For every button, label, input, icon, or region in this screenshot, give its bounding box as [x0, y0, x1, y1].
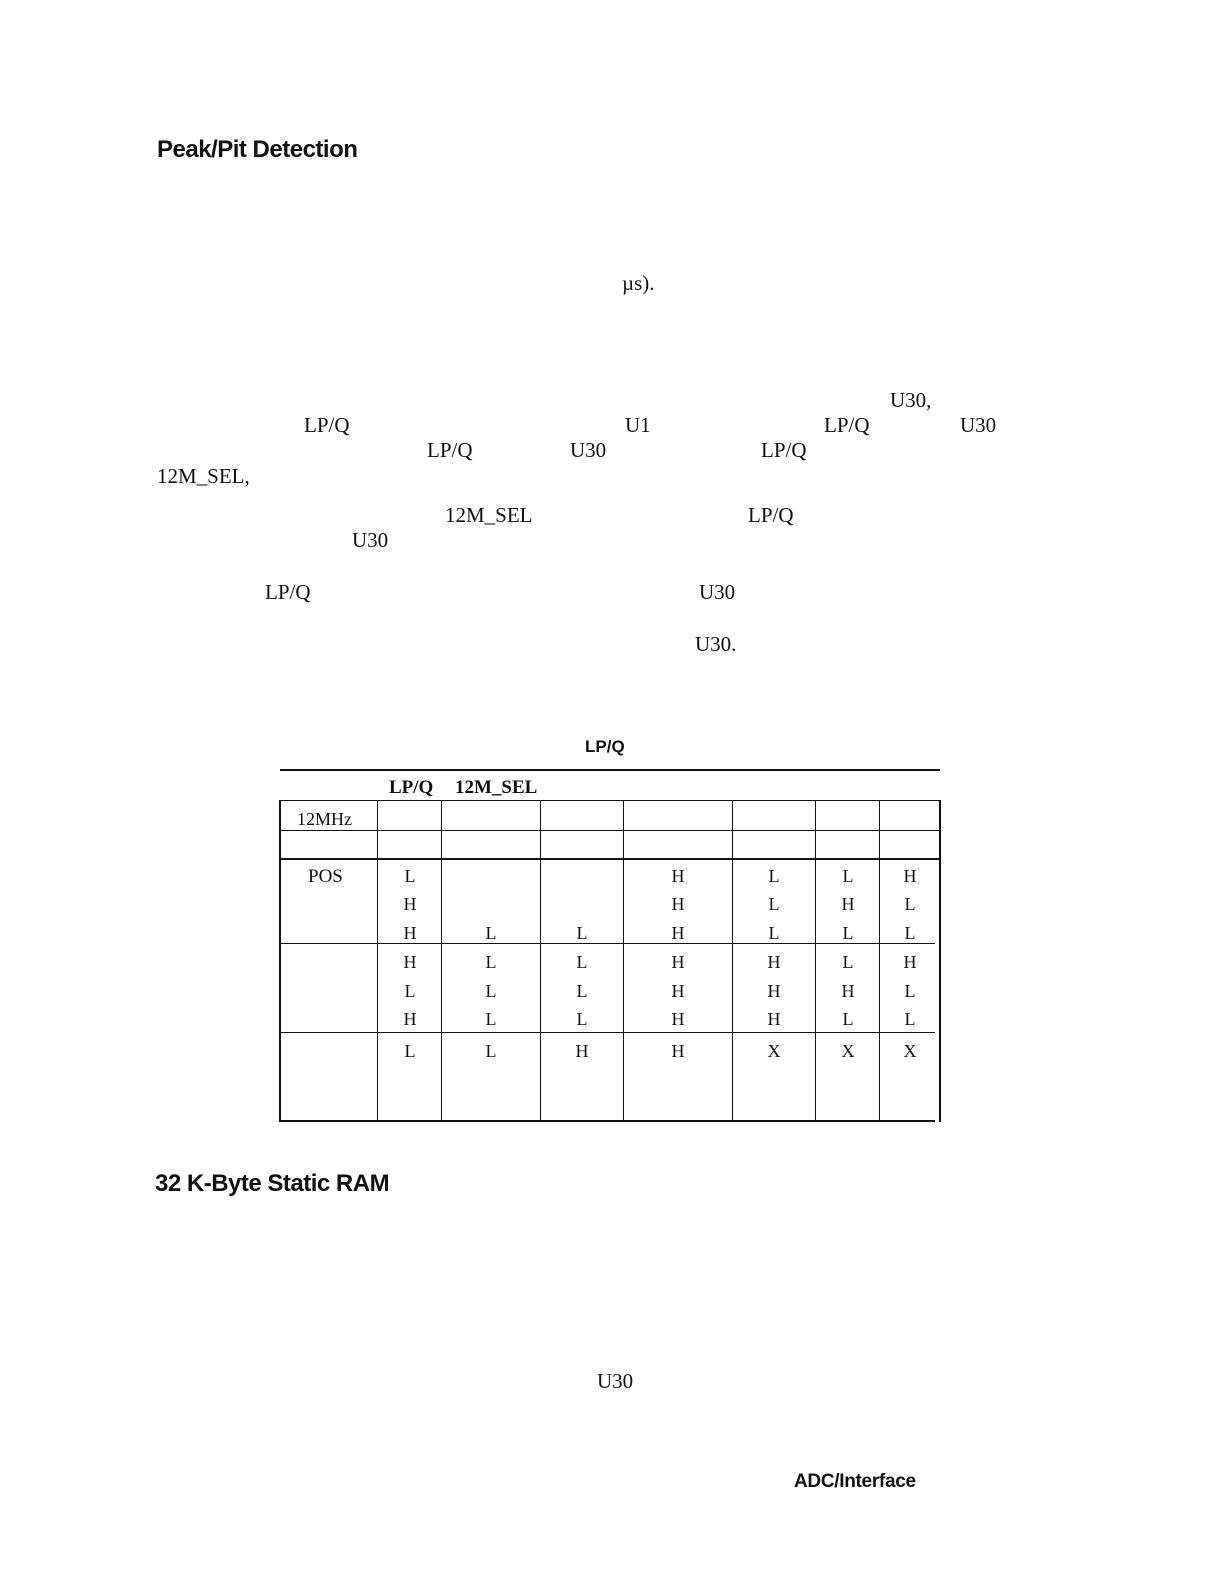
- text-u30-3: U30: [352, 528, 389, 552]
- table-cell: H: [841, 894, 855, 914]
- table-cell: L: [842, 952, 854, 972]
- table-cell: L: [842, 866, 854, 886]
- text-u30-1: U30: [960, 413, 997, 437]
- text-u30-2: U30: [570, 438, 607, 462]
- table-title: LP/Q: [585, 737, 625, 756]
- table-cell: L: [904, 981, 916, 1001]
- text-u1: U1: [625, 413, 651, 437]
- table-row-label-pos: POS: [308, 866, 343, 887]
- table-cell: L: [904, 894, 916, 914]
- table-cell: L: [576, 1009, 588, 1029]
- table-cell: L: [842, 923, 854, 943]
- table-cell: L: [768, 866, 780, 886]
- text-12m-sel-comma: 12M_SEL,: [157, 464, 250, 488]
- text-u30-4: U30: [699, 580, 736, 604]
- table-header-12m-sel: 12M_SEL: [455, 777, 538, 798]
- table-cell: H: [767, 981, 781, 1001]
- page-footer: ADC/Interface: [794, 1471, 916, 1492]
- text-lpq-4: LP/Q: [761, 438, 807, 462]
- table-row-label-12mhz: 12MHz: [297, 809, 352, 829]
- table-cell: L: [485, 1009, 497, 1029]
- table-cell: H: [403, 952, 417, 972]
- table-cell: L: [576, 952, 588, 972]
- table-cell: H: [671, 952, 685, 972]
- table-cell: H: [767, 952, 781, 972]
- table-cell: H: [671, 923, 685, 943]
- table-cell: L: [404, 1041, 416, 1061]
- table-cell: L: [768, 894, 780, 914]
- table-cell: L: [904, 1009, 916, 1029]
- table-cell: L: [404, 981, 416, 1001]
- table-cell: H: [671, 981, 685, 1001]
- table-cell: L: [904, 923, 916, 943]
- table-cell: H: [671, 1041, 685, 1061]
- table-cell: L: [768, 923, 780, 943]
- text-u30-comma: U30,: [890, 388, 932, 412]
- text-lpq-6: LP/Q: [265, 580, 311, 604]
- section-heading-static-ram: 32 K-Byte Static RAM: [155, 1170, 390, 1197]
- table-cell: L: [485, 1041, 497, 1061]
- text-us: µs).: [622, 271, 655, 295]
- table-cell: H: [767, 1009, 781, 1029]
- table-cell: H: [575, 1041, 589, 1061]
- table-cell: X: [903, 1041, 917, 1061]
- table-cell: L: [576, 923, 588, 943]
- table-cell: L: [485, 981, 497, 1001]
- table-cell: X: [841, 1041, 855, 1061]
- text-lpq-1: LP/Q: [304, 413, 350, 437]
- text-12m-sel: 12M_SEL: [445, 503, 533, 527]
- table-cell: L: [485, 923, 497, 943]
- table-cell: H: [671, 866, 685, 886]
- section-heading-peak-pit: Peak/Pit Detection: [157, 136, 358, 163]
- table-cell: H: [403, 923, 417, 943]
- text-u30-5: U30: [597, 1369, 634, 1393]
- text-lpq-3: LP/Q: [427, 438, 473, 462]
- text-lpq-2: LP/Q: [824, 413, 870, 437]
- table-cell: L: [404, 866, 416, 886]
- table-cell: H: [841, 981, 855, 1001]
- table-cell: H: [903, 952, 917, 972]
- table-cell: H: [403, 894, 417, 914]
- table-cell: H: [671, 1009, 685, 1029]
- table-cell: H: [403, 1009, 417, 1029]
- table-cell: H: [671, 894, 685, 914]
- table-header-lpq: LP/Q: [389, 777, 434, 798]
- table-cell: L: [576, 981, 588, 1001]
- table-cell: L: [842, 1009, 854, 1029]
- text-u30-period: U30.: [695, 632, 737, 656]
- table-cell: L: [485, 952, 497, 972]
- table-cell: H: [903, 866, 917, 886]
- table-cell: X: [767, 1041, 781, 1061]
- text-lpq-5: LP/Q: [748, 503, 794, 527]
